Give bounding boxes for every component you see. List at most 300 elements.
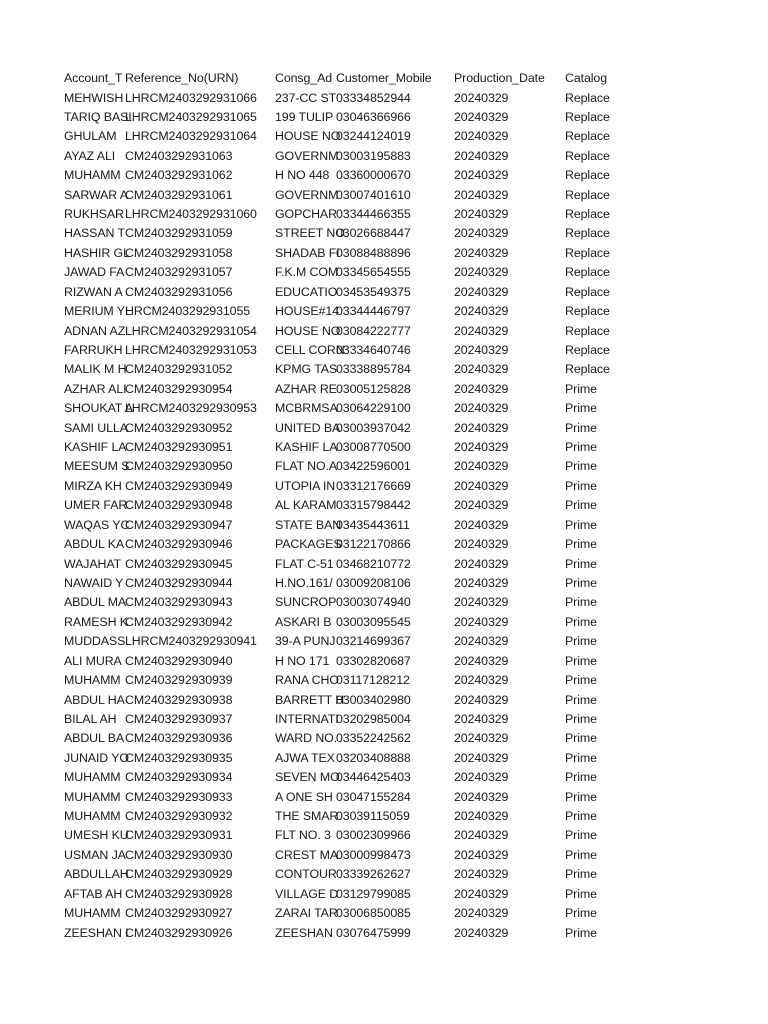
cell-consg-address: AL KARAM	[275, 498, 337, 513]
cell-reference: CM2403292930954	[125, 381, 233, 396]
table-row	[0, 768, 768, 787]
cell-production-date: 20240329	[454, 440, 509, 455]
cell-reference: CM2403292930944	[125, 576, 233, 590]
cell-consg-address: INTERNATI	[275, 711, 339, 726]
cell-catalog: Replace	[565, 109, 610, 124]
cell-production-date: 20240329	[454, 323, 509, 338]
cell-consg-address: 237-CC ST	[275, 90, 337, 105]
cell-production-date: 20240329	[454, 653, 509, 668]
cell-catalog: Replace	[565, 187, 610, 202]
cell-account: HASHIR GL	[64, 245, 130, 260]
cell-reference: CM2403292930937	[125, 711, 233, 726]
cell-account: ABDUL BA	[64, 731, 125, 746]
cell-reference: CM2403292931061	[125, 187, 233, 202]
cell-catalog: Replace	[565, 265, 610, 280]
table-row	[0, 710, 768, 729]
table-row	[0, 399, 768, 418]
cell-customer-mobile: 03202985004	[336, 711, 411, 726]
table-row	[0, 496, 768, 515]
table-row	[0, 127, 768, 146]
cell-account: JAWAD FA	[64, 265, 125, 280]
cell-catalog: Prime	[565, 809, 597, 824]
cell-production-date: 20240329	[454, 711, 509, 726]
cell-catalog: Replace	[565, 168, 610, 183]
cell-account: AZHAR ALI	[64, 381, 127, 396]
cell-consg-address: GOPCHAR	[275, 207, 337, 222]
cell-reference: CM2403292931056	[125, 284, 233, 299]
cell-account: MUDDASS	[64, 634, 126, 649]
cell-production-date: 20240329	[454, 673, 509, 688]
header-consg-address: Consg_Ad	[275, 71, 333, 85]
cell-customer-mobile: 03039115059	[336, 809, 410, 824]
cell-production-date: 20240329	[454, 109, 509, 124]
cell-customer-mobile: 03334852944	[336, 90, 411, 105]
cell-account: WAQAS YC	[64, 517, 130, 532]
cell-account: ABDUL MA	[64, 595, 127, 610]
table-row	[0, 438, 768, 457]
cell-consg-address: UNITED BA	[275, 420, 341, 435]
cell-production-date: 20240329	[454, 789, 509, 804]
cell-reference: CM2403292931052	[125, 362, 233, 377]
cell-consg-address: WARD NO.	[275, 731, 338, 746]
cell-production-date: 20240329	[454, 401, 509, 416]
cell-reference: CM2403292931057	[125, 265, 233, 280]
cell-catalog: Prime	[565, 517, 597, 532]
cell-account: AYAZ ALI	[64, 148, 116, 163]
cell-catalog: Prime	[565, 498, 597, 513]
cell-customer-mobile: 03008770500	[336, 440, 411, 455]
cell-customer-mobile: 03026688447	[336, 226, 411, 241]
cell-customer-mobile: 03338895784	[336, 362, 411, 377]
cell-consg-address: F.K.M COM	[275, 265, 339, 280]
cell-production-date: 20240329	[454, 381, 509, 396]
cell-reference: CM2403292930952	[125, 420, 233, 435]
cell-consg-address: HOUSE#14	[275, 304, 339, 319]
table-row	[0, 593, 768, 612]
cell-customer-mobile: 03203408888	[336, 750, 411, 765]
cell-customer-mobile: 03360000670	[336, 168, 411, 183]
cell-customer-mobile: 03002309966	[336, 828, 411, 843]
cell-customer-mobile: 03312176669	[336, 478, 411, 493]
cell-account: MERIUM YL	[64, 304, 132, 319]
cell-account: FARRUKH	[64, 342, 123, 357]
table-row	[0, 671, 768, 690]
cell-customer-mobile: 03006850085	[336, 906, 411, 921]
cell-reference: CM2403292930949	[125, 478, 233, 493]
cell-customer-mobile: 03122170866	[336, 537, 411, 552]
table-row	[0, 477, 768, 496]
cell-reference: LHRCM2403292931064	[125, 129, 257, 144]
table-row	[0, 885, 768, 904]
cell-consg-address: EDUCATIO	[275, 284, 338, 299]
cell-production-date: 20240329	[454, 420, 509, 435]
cell-production-date: 20240329	[454, 478, 509, 493]
cell-reference: CM2403292930935	[125, 750, 233, 765]
cell-catalog: Replace	[565, 304, 610, 319]
cell-customer-mobile: 03003195883	[336, 148, 411, 163]
cell-account: BILAL AH	[64, 711, 117, 726]
cell-customer-mobile: 03005125828	[336, 381, 411, 396]
cell-production-date: 20240329	[454, 925, 509, 940]
cell-customer-mobile: 03129799085	[336, 886, 411, 901]
cell-consg-address: VILLAGE D	[275, 886, 339, 901]
cell-account: JUNAID YO	[64, 750, 129, 765]
cell-catalog: Replace	[565, 245, 610, 260]
cell-reference: LHRCM2403292931065	[125, 109, 257, 124]
cell-production-date: 20240329	[454, 226, 509, 241]
table-row	[0, 749, 768, 768]
cell-account: UMESH KU	[64, 828, 129, 843]
cell-catalog: Replace	[565, 226, 610, 241]
cell-production-date: 20240329	[454, 284, 509, 299]
cell-consg-address: KASHIF LA	[275, 440, 338, 455]
cell-production-date: 20240329	[454, 750, 509, 765]
cell-customer-mobile: 03315798442	[336, 498, 411, 513]
cell-consg-address: 39-A PUNJ	[275, 634, 336, 649]
cell-consg-address: FLAT C-51	[275, 556, 334, 571]
cell-production-date: 20240329	[454, 90, 509, 105]
cell-customer-mobile: 03302820687	[336, 653, 411, 668]
cell-production-date: 20240329	[454, 245, 509, 260]
table-row	[0, 516, 768, 535]
cell-catalog: Replace	[565, 284, 610, 299]
cell-catalog: Prime	[565, 614, 597, 629]
cell-catalog: Prime	[565, 556, 597, 571]
cell-catalog: Prime	[565, 925, 597, 940]
cell-reference: CM2403292930945	[125, 556, 233, 571]
cell-catalog: Prime	[565, 828, 597, 843]
cell-customer-mobile: 03422596001	[336, 459, 411, 474]
cell-catalog: Replace	[565, 207, 610, 222]
cell-account: RAMESH K	[64, 614, 128, 629]
cell-production-date: 20240329	[454, 886, 509, 901]
cell-account: ZEESHAN I	[64, 925, 129, 940]
cell-consg-address: CELL CORN	[275, 342, 345, 357]
cell-consg-address: RANA CHO	[275, 673, 339, 688]
cell-customer-mobile: 03064229100	[336, 401, 411, 416]
cell-account: ADNAN AZ	[64, 323, 126, 338]
cell-production-date: 20240329	[454, 634, 509, 649]
cell-consg-address: H NO 448	[275, 168, 330, 183]
cell-production-date: 20240329	[454, 828, 509, 843]
cell-customer-mobile: 03117128212	[336, 673, 410, 688]
cell-production-date: 20240329	[454, 265, 509, 280]
cell-reference: LHRCM2403292931066	[125, 90, 257, 105]
cell-consg-address: 199 TULIP	[275, 109, 334, 124]
table-row	[0, 535, 768, 554]
header-row	[0, 69, 768, 88]
cell-consg-address: BARRETT H	[275, 692, 345, 707]
cell-account: MUHAMM	[64, 906, 121, 921]
cell-customer-mobile: 03435443611	[336, 517, 410, 532]
cell-account: WAJAHAT	[64, 556, 122, 571]
cell-catalog: Prime	[565, 381, 597, 396]
cell-catalog: Replace	[565, 362, 610, 377]
table-row	[0, 865, 768, 884]
cell-account: HASSAN T	[64, 226, 125, 241]
cell-consg-address: MCBRMSA	[275, 401, 338, 416]
cell-catalog: Replace	[565, 148, 610, 163]
table-row	[0, 380, 768, 399]
cell-consg-address: PACKAGES	[275, 537, 342, 552]
cell-catalog: Prime	[565, 401, 597, 416]
cell-catalog: Replace	[565, 90, 610, 105]
header-account: Account_T	[64, 71, 123, 85]
cell-catalog: Prime	[565, 478, 597, 493]
table-row	[0, 807, 768, 826]
cell-consg-address: GOVERNM	[275, 148, 339, 163]
table-row	[0, 924, 768, 943]
cell-catalog: Prime	[565, 673, 597, 688]
cell-customer-mobile: 03046366966	[336, 109, 411, 124]
cell-account: MEHWISH	[64, 90, 124, 105]
cell-customer-mobile: 03468210772	[336, 556, 411, 571]
cell-catalog: Prime	[565, 692, 597, 707]
cell-customer-mobile: 03344446797	[336, 304, 411, 319]
cell-customer-mobile: 03344466355	[336, 207, 411, 222]
cell-reference: CM2403292930927	[125, 906, 233, 921]
cell-catalog: Prime	[565, 711, 597, 726]
cell-reference: CM2403292930942	[125, 614, 233, 629]
cell-catalog: Prime	[565, 634, 597, 649]
cell-account: MUHAMM	[64, 770, 121, 785]
table-row	[0, 788, 768, 807]
cell-production-date: 20240329	[454, 770, 509, 785]
cell-consg-address: H.NO.161/	[275, 576, 333, 590]
table-row	[0, 302, 768, 321]
cell-consg-address: ASKARI B	[275, 614, 332, 629]
cell-consg-address: SHADAB FI	[275, 245, 340, 260]
cell-catalog: Prime	[565, 459, 597, 474]
cell-catalog: Prime	[565, 789, 597, 804]
table-row	[0, 166, 768, 185]
cell-customer-mobile: 03345654555	[336, 265, 411, 280]
cell-production-date: 20240329	[454, 847, 509, 862]
cell-reference: CM2403292930947	[125, 517, 233, 532]
table-row	[0, 147, 768, 166]
cell-consg-address: AJWA TEX	[275, 750, 335, 765]
cell-production-date: 20240329	[454, 148, 509, 163]
cell-consg-address: ZEESHAN	[275, 925, 333, 940]
cell-production-date: 20240329	[454, 207, 509, 222]
cell-production-date: 20240329	[454, 342, 509, 357]
cell-account: ABDULLAH	[64, 867, 129, 882]
cell-catalog: Prime	[565, 576, 597, 590]
cell-customer-mobile: 03352242562	[336, 731, 411, 746]
cell-customer-mobile: 03000998473	[336, 847, 411, 862]
cell-customer-mobile: 03339262627	[336, 867, 411, 882]
cell-account: NAWAID Y	[64, 576, 124, 590]
table-row	[0, 613, 768, 632]
table-row	[0, 108, 768, 127]
cell-consg-address: THE SMAR	[275, 809, 339, 824]
cell-catalog: Prime	[565, 653, 597, 668]
table-row	[0, 322, 768, 341]
cell-consg-address: FLAT NO.A	[275, 459, 337, 474]
table-row	[0, 555, 768, 574]
cell-production-date: 20240329	[454, 459, 509, 474]
cell-catalog: Prime	[565, 770, 597, 785]
cell-production-date: 20240329	[454, 304, 509, 319]
cell-account: MALIK M H	[64, 362, 127, 377]
cell-reference: CM2403292931058	[125, 245, 233, 260]
cell-customer-mobile: 03084222777	[336, 323, 411, 338]
table-row	[0, 729, 768, 748]
cell-consg-address: A ONE SH	[275, 789, 333, 804]
table-row	[0, 904, 768, 923]
cell-consg-address: UTOPIA IN	[275, 478, 336, 493]
cell-production-date: 20240329	[454, 168, 509, 183]
cell-catalog: Replace	[565, 129, 610, 144]
cell-customer-mobile: 03009208106	[336, 576, 411, 590]
cell-account: ABDUL KA	[64, 537, 125, 552]
table-row	[0, 89, 768, 108]
cell-account: UMER FAR	[64, 498, 128, 513]
cell-catalog: Prime	[565, 750, 597, 765]
cell-account: RIZWAN A	[64, 284, 123, 299]
cell-reference: CM2403292930932	[125, 809, 233, 824]
cell-account: GHULAM	[64, 129, 117, 144]
cell-production-date: 20240329	[454, 906, 509, 921]
cell-account: KASHIF LA	[64, 440, 127, 455]
table-row	[0, 341, 768, 360]
cell-production-date: 20240329	[454, 517, 509, 532]
header-reference: Reference_No(URN)	[125, 71, 239, 85]
table-row	[0, 283, 768, 302]
header-catalog: Catalog	[565, 71, 608, 85]
cell-account: SHOUKAT A	[64, 401, 133, 416]
cell-consg-address: FLT NO. 3	[275, 828, 331, 843]
cell-reference: CM2403292931063	[125, 148, 233, 163]
cell-consg-address: SUNCROP	[275, 595, 337, 610]
cell-production-date: 20240329	[454, 809, 509, 824]
cell-catalog: Prime	[565, 886, 597, 901]
cell-customer-mobile: 03003074940	[336, 595, 411, 610]
cell-customer-mobile: 03003937042	[336, 420, 411, 435]
header-production-date: Production_Date	[454, 71, 545, 85]
cell-production-date: 20240329	[454, 692, 509, 707]
cell-reference: CM2403292930938	[125, 692, 233, 707]
cell-reference: CM2403292930943	[125, 595, 233, 610]
table-row	[0, 263, 768, 282]
cell-customer-mobile: 03453549375	[336, 284, 411, 299]
cell-reference: CM2403292930951	[125, 440, 233, 455]
cell-consg-address: GOVERNM	[275, 187, 339, 202]
cell-customer-mobile: 03446425403	[336, 770, 411, 785]
cell-reference: CM2403292931059	[125, 226, 233, 241]
cell-production-date: 20240329	[454, 731, 509, 746]
cell-account: MUHAMM	[64, 673, 121, 688]
table-row	[0, 691, 768, 710]
cell-consg-address: STATE BAN	[275, 517, 342, 532]
cell-account: MUHAMM	[64, 168, 121, 183]
cell-reference: CM2403292930929	[125, 867, 233, 882]
cell-catalog: Prime	[565, 867, 597, 882]
table-row	[0, 632, 768, 651]
cell-customer-mobile: 03047155284	[336, 789, 411, 804]
table-row	[0, 360, 768, 379]
cell-production-date: 20240329	[454, 537, 509, 552]
cell-consg-address: AZHAR RE	[275, 381, 337, 396]
header-customer-mobile: Customer_Mobile	[336, 71, 432, 85]
cell-production-date: 20240329	[454, 129, 509, 144]
cell-customer-mobile: 03007401610	[336, 187, 411, 202]
cell-customer-mobile: 03088488896	[336, 245, 411, 260]
cell-reference: CM2403292930928	[125, 886, 233, 901]
cell-reference: CM2403292930940	[125, 653, 233, 668]
cell-account: RUKHSAR	[64, 207, 124, 222]
cell-catalog: Prime	[565, 537, 597, 552]
cell-account: MUHAMM	[64, 809, 121, 824]
cell-reference: CM2403292930931	[125, 828, 233, 843]
cell-reference: CM2403292930948	[125, 498, 233, 513]
cell-production-date: 20240329	[454, 595, 509, 610]
cell-catalog: Replace	[565, 323, 610, 338]
table-row	[0, 244, 768, 263]
cell-consg-address: CONTOUR	[275, 867, 337, 882]
cell-consg-address: HOUSE NO	[275, 323, 341, 338]
cell-customer-mobile: 03003402980	[336, 692, 411, 707]
cell-consg-address: STREET NO	[275, 226, 345, 241]
cell-account: AFTAB AH	[64, 886, 123, 901]
cell-consg-address: KPMG TAS	[275, 362, 338, 377]
cell-production-date: 20240329	[454, 362, 509, 377]
cell-production-date: 20240329	[454, 556, 509, 571]
cell-catalog: Prime	[565, 731, 597, 746]
cell-reference: LHRCM2403292930941	[125, 634, 257, 649]
cell-customer-mobile: 03214699367	[336, 634, 411, 649]
cell-reference: LHRCM2403292931054	[125, 323, 257, 338]
cell-reference: LHRCM2403292930953	[125, 401, 257, 416]
cell-catalog: Prime	[565, 420, 597, 435]
cell-customer-mobile: 03244124019	[336, 129, 411, 144]
cell-account: SARWAR A	[64, 187, 128, 202]
cell-reference: LHRCM2403292931053	[125, 342, 257, 357]
cell-reference: CM2403292930934	[125, 770, 233, 785]
cell-customer-mobile: 03076475999	[336, 925, 411, 940]
cell-reference: CM2403292930936	[125, 731, 233, 746]
cell-account: MEESUM S	[64, 459, 130, 474]
cell-catalog: Prime	[565, 440, 597, 455]
table-row	[0, 826, 768, 845]
cell-consg-address: ZARAI TAR	[275, 906, 338, 921]
cell-reference: CM2403292930946	[125, 537, 233, 552]
cell-catalog: Prime	[565, 595, 597, 610]
cell-reference: CM2403292931062	[125, 168, 233, 183]
cell-catalog: Replace	[565, 342, 610, 357]
cell-customer-mobile: 03003095545	[336, 614, 411, 629]
cell-production-date: 20240329	[454, 576, 509, 590]
table-row	[0, 846, 768, 865]
cell-account: SAMI ULLA	[64, 420, 128, 435]
table-row	[0, 205, 768, 224]
table-row	[0, 457, 768, 476]
cell-reference: CM2403292930933	[125, 789, 233, 804]
cell-account: ALI MURA	[64, 653, 122, 668]
cell-production-date: 20240329	[454, 498, 509, 513]
cell-reference: CM2403292930950	[125, 459, 233, 474]
table-row	[0, 419, 768, 438]
table-row	[0, 574, 768, 593]
cell-reference: CM2403292930930	[125, 847, 233, 862]
cell-account: MUHAMM	[64, 789, 121, 804]
cell-catalog: Prime	[565, 847, 597, 862]
cell-reference: HRCM2403292931055	[125, 304, 251, 319]
cell-reference: CM2403292930939	[125, 673, 233, 688]
cell-account: TARIQ BASI	[64, 109, 132, 124]
cell-consg-address: SEVEN MO	[275, 770, 340, 785]
cell-production-date: 20240329	[454, 187, 509, 202]
